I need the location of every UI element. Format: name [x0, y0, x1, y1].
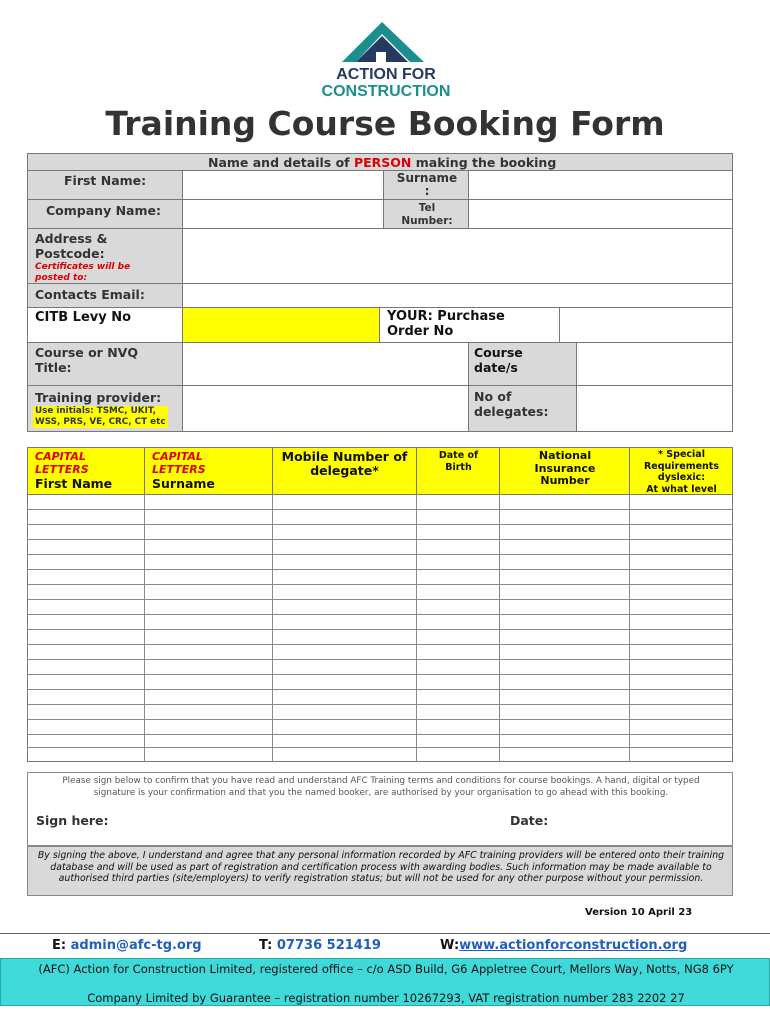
first-name-label: First Name: — [64, 173, 147, 188]
person-heading-highlight: PERSON — [353, 155, 412, 170]
email-label: Contacts Email: — [35, 287, 145, 302]
course-dates-label: Course date/s — [474, 345, 523, 375]
course-field[interactable] — [182, 342, 469, 386]
company-field[interactable] — [182, 199, 384, 229]
phone-link[interactable]: 07736 521419 — [276, 938, 381, 953]
house-roof-icon — [312, 18, 460, 70]
col-header-surname — [152, 450, 270, 491]
col-header-first-name — [35, 450, 145, 491]
table-row[interactable] — [27, 674, 733, 675]
delegates-label: No of delegates: — [474, 389, 549, 419]
person-section-header — [27, 153, 733, 171]
table-row[interactable] — [27, 509, 733, 510]
column-divider — [499, 494, 500, 762]
gdpr-text: By signing the above, I understand and agree that any personal information recorded by AFC training providers will be entered onto their training database and will be used as part of registration and certification process with awarding bodies. Such information may be made available to authorised third parties (site/employers) to verify registration status; but will not be used for any other purpose without your permission. — [37, 850, 725, 884]
company-label-cell — [27, 199, 183, 229]
version-label: Version 10 April 23 — [585, 907, 693, 918]
date-label[interactable]: Date: — [510, 813, 549, 828]
footer-company-registration: Company Limited by Guarantee – registration number 10267293, VAT registration number 283 2202 27 — [87, 991, 685, 1005]
address-label: Address & Postcode: — [35, 231, 108, 261]
person-heading-start: Name and details of — [208, 155, 354, 170]
company-label: Company Name: — [46, 203, 161, 218]
address-field[interactable] — [182, 228, 733, 284]
first-name-label-cell — [27, 170, 183, 200]
surname-label: Surname : — [396, 171, 458, 198]
po-label: YOUR: Purchase Order No — [387, 309, 505, 339]
address-note: Certificates will be posted to: — [35, 262, 131, 283]
course-dates-label-cell — [468, 342, 577, 386]
column-divider — [144, 494, 145, 762]
citb-label: CITB Levy No — [35, 310, 132, 325]
tel-field[interactable] — [468, 199, 733, 229]
email-link[interactable]: admin@afc-tg.org — [70, 938, 202, 953]
course-label-cell — [27, 342, 183, 386]
footer-website[interactable] — [440, 938, 687, 953]
column-divider — [272, 494, 273, 762]
logo-text-line1: ACTION FOR — [336, 66, 436, 83]
table-row[interactable] — [27, 659, 733, 660]
table-row[interactable] — [27, 614, 733, 615]
surname-field[interactable] — [468, 170, 733, 200]
surname-caps-note: CAPITAL LETTERS — [152, 450, 206, 476]
first-name-caps-note: CAPITAL LETTERS — [35, 450, 89, 476]
phone-prefix: T: — [259, 938, 277, 953]
delegate-table-body[interactable] — [27, 494, 733, 762]
table-row[interactable] — [27, 584, 733, 585]
footer-email[interactable] — [52, 938, 202, 953]
provider-label: Training provider: — [35, 390, 162, 405]
table-row[interactable] — [27, 734, 733, 735]
surname-label-cell — [383, 170, 469, 200]
header-divider — [144, 447, 145, 495]
tel-label: Tel Number: — [401, 202, 453, 227]
web-prefix: W: — [440, 938, 460, 953]
header-divider — [272, 447, 273, 495]
col-header-dob: Date of Birth — [438, 450, 479, 473]
table-row[interactable] — [27, 554, 733, 555]
header-divider — [499, 447, 500, 495]
column-divider — [416, 494, 417, 762]
po-field[interactable] — [559, 307, 733, 343]
column-divider — [629, 494, 630, 762]
table-row[interactable] — [27, 719, 733, 720]
table-row[interactable] — [27, 569, 733, 570]
col-header-mobile: Mobile Number of delegate* — [281, 449, 408, 478]
footer-band — [0, 958, 770, 1006]
provider-note: Use initials: TSMC, UKIT, WSS, PRS, VE, CRC, CT etc — [35, 406, 166, 427]
person-heading-end: making the booking — [411, 155, 557, 170]
table-row[interactable] — [27, 539, 733, 540]
afc-logo — [312, 18, 460, 104]
provider-label-cell — [27, 385, 183, 432]
header-divider — [629, 447, 630, 495]
header-divider — [416, 447, 417, 495]
table-row[interactable] — [27, 629, 733, 630]
sign-here-label[interactable]: Sign here: — [36, 813, 109, 828]
col-header-special-requirements: * Special Requirements dyslexic: At what level — [643, 449, 719, 495]
table-row[interactable] — [27, 689, 733, 690]
signature-intro: Please sign below to confirm that you have read and understand AFC Training terms and conditions for course bookings. A hand, digital or typed signature is your confirmation and that you the named booker, are authorised by your organisation to go ahead with this booking. — [62, 776, 700, 798]
table-row[interactable] — [27, 524, 733, 525]
citb-levy-field[interactable] — [182, 307, 380, 343]
gdpr-consent-box — [27, 846, 733, 896]
page-title: Training Course Booking Form — [105, 104, 665, 143]
delegates-label-cell — [468, 385, 577, 432]
table-row[interactable] — [27, 599, 733, 600]
course-label: Course or NVQ Title: — [35, 345, 138, 375]
surname-col-label: Surname — [152, 476, 215, 491]
first-name-col-label: First Name — [35, 476, 113, 491]
email-field[interactable] — [182, 283, 733, 308]
logo-text-line2: CONSTRUCTION — [321, 83, 451, 100]
email-label-cell — [27, 283, 183, 308]
signature-section — [27, 772, 733, 846]
first-name-field[interactable] — [182, 170, 384, 200]
website-link[interactable]: www.actionforconstruction.org — [459, 938, 688, 953]
table-row[interactable] — [27, 644, 733, 645]
tel-label-cell — [383, 199, 469, 229]
footer-registered-office: (AFC) Action for Construction Limited, registered office – c/o ASD Build, G6 Appletree Court, Mellors Way, Notts, NG8 6PY — [38, 962, 734, 976]
po-label-cell — [379, 307, 560, 343]
course-dates-field[interactable] — [576, 342, 733, 386]
citb-label-cell — [27, 307, 183, 343]
delegates-field[interactable] — [576, 385, 733, 432]
email-prefix: E: — [52, 938, 71, 953]
col-header-ni-number: National Insurance Number — [534, 449, 596, 487]
footer-phone[interactable] — [259, 938, 381, 953]
provider-field[interactable] — [182, 385, 469, 432]
table-row[interactable] — [27, 747, 733, 748]
table-row[interactable] — [27, 704, 733, 705]
address-label-cell — [27, 228, 183, 284]
